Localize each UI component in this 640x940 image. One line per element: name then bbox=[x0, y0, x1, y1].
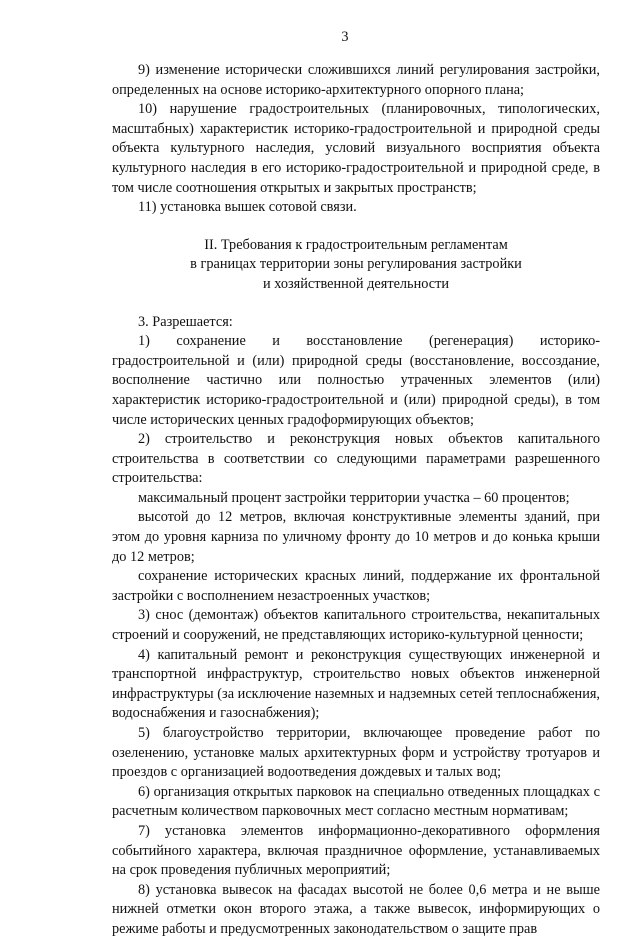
permitted-item-2-param-1: максимальный процент застройки территории участка – 60 процентов; bbox=[138, 489, 570, 506]
permitted-item-1: 1) сохранение и восстановление (регенерация) историко-градостроительной и (или) природной среды (восстановление, воссоздание, восполнение частично или полностью утраченных элементов (или) характеристик историко-градостроительной и (или) природной среды), в том числе исторических ценных градоформирующих объектов; bbox=[112, 333, 600, 428]
permitted-item-8: 8) установка вывесок на фасадах высотой не более 0,6 метра и не выше нижней отметки окон второго этажа, а также вывесок, информирующих о режиме работы и предусмотренных законодательством о защите прав bbox=[112, 881, 600, 937]
item-9: 9) изменение исторически сложившихся линий регулирования застройки, определенных на основе историко-архитектурного опорного плана; bbox=[112, 62, 600, 98]
permitted-item-5: 5) благоустройство территории, включающее проведение работ по озеленению, установке малых архитектурных форм и устройству тротуаров и проездов с организацией водоотведения дождевых и талых вод; bbox=[112, 725, 600, 781]
permitted-intro: 3. Разрешается: bbox=[138, 313, 233, 330]
section-heading bbox=[112, 236, 600, 295]
item-10: 10) нарушение градостроительных (планировочных, типологических, масштабных) характеристик историко-градостроительной и природной среды объекта культурного наследия, условий визуального восприятия объекта культурного наследия в его историко-градостроительной и природной среде, в том числе соотношения открытых и закрытых пространств; bbox=[112, 101, 600, 196]
section-heading-line-1: II. Требования к градостроительным регламентам bbox=[204, 236, 508, 253]
page-number: 3 bbox=[341, 29, 349, 45]
permitted-item-4: 4) капитальный ремонт и реконструкция существующих инженерной и транспортной инфраструктур, строительство новых объектов инженерной инфраструктуры (за исключение наземных и надземных сетей теплоснабжения, водоснабжения и газоснабжения); bbox=[112, 646, 600, 722]
page-number-container bbox=[0, 28, 640, 48]
permitted-item-3: 3) снос (демонтаж) объектов капитального строительства, некапитальных строений и сооружений, не представляющих историко-культурной ценности; bbox=[112, 607, 600, 644]
item-11: 11) установка вышек сотовой связи. bbox=[138, 199, 357, 216]
permitted-item-2-param-2: высотой до 12 метров, включая конструктивные элементы зданий, при этом до уровня карниза по уличному фронту до 10 метров и до конька крыши до 12 метров; bbox=[112, 509, 600, 565]
permitted-item-6: 6) организация открытых парковок на специально отведенных площадках с расчетным количеством парковочных мест согласно местным нормативам; bbox=[112, 783, 600, 820]
section-heading-line-3: и хозяйственной деятельности bbox=[263, 275, 449, 292]
section-heading-line-2: в границах территории зоны регулирования застройки bbox=[190, 256, 522, 273]
permitted-item-7: 7) установка элементов информационно-декоративного оформления событийного характера, включая праздничное оформление, устанавливаемых на срок проведения публичных мероприятий; bbox=[112, 822, 600, 879]
document-body bbox=[112, 61, 600, 940]
permitted-item-2: 2) строительство и реконструкция новых объектов капитального строительства в соответствии со следующими параметрами разрешенного строительства: bbox=[112, 431, 600, 487]
permitted-item-2-param-3: сохранение исторических красных линий, поддержание их фронтальной застройки с восполнением незастроенных участков; bbox=[112, 568, 600, 604]
